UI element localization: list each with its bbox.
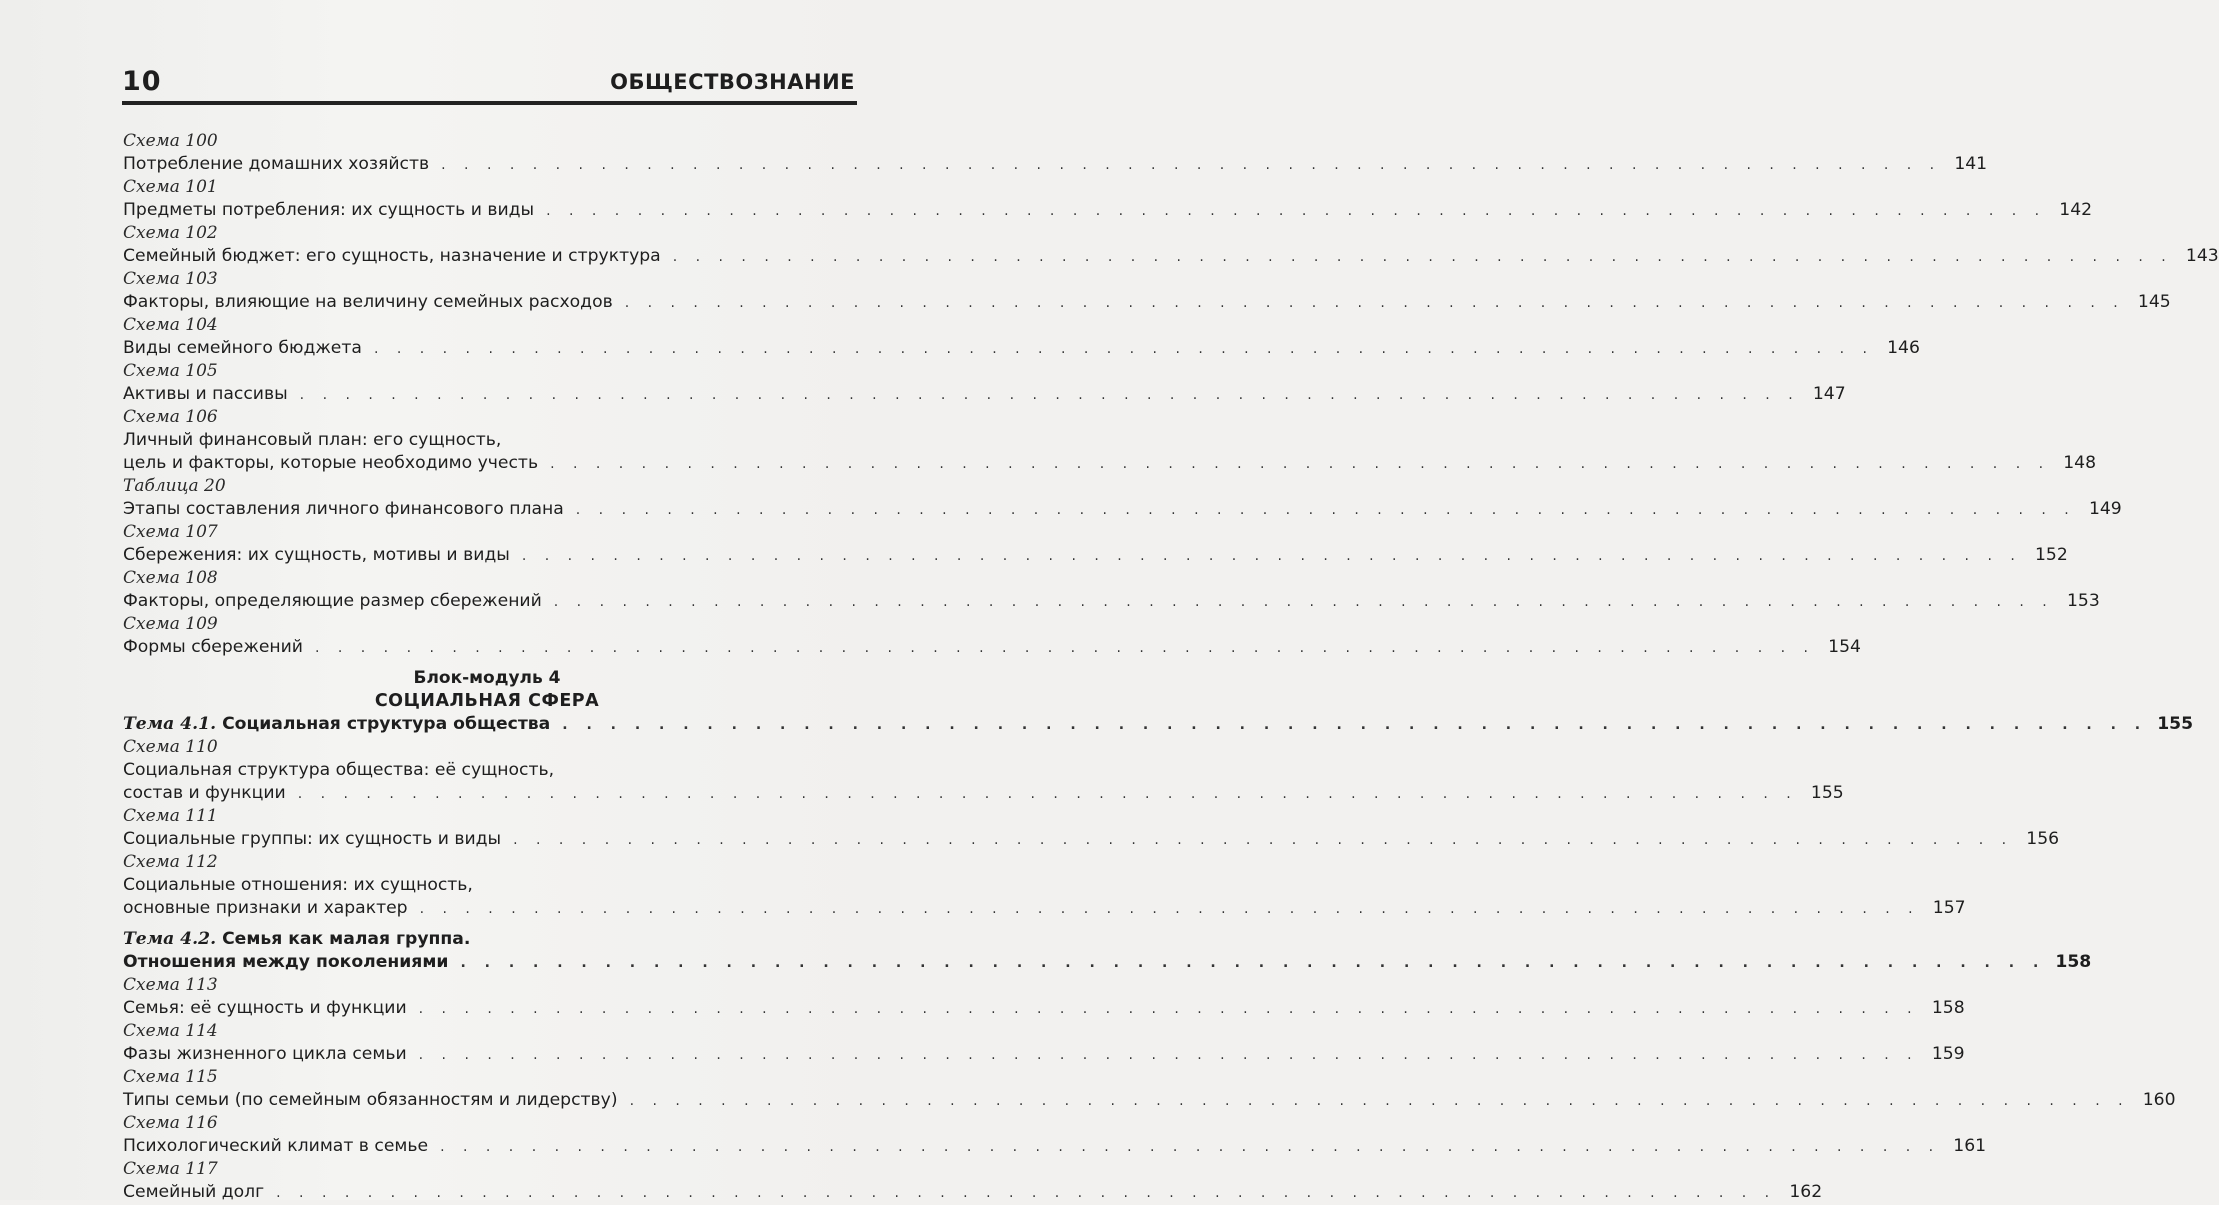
- scheme-label: Схема 111: [123, 806, 218, 826]
- block-module-title: Блок-модуль 4: [413, 668, 561, 688]
- toc-entry[interactable]: [123, 828, 2060, 851]
- entry-title: Активы и пассивы: [123, 384, 288, 404]
- dot-leader: . . . . . . . . . . . . . . . . . . . . . . . . . . . . . . . . . . . . . . . . . . . . . . . . . . . . . . . . . . . . . . . . . .: [314, 640, 1815, 656]
- section-title: СОЦИАЛЬНАЯ СФЕРА: [374, 691, 600, 711]
- scheme-label: Схема 100: [123, 131, 218, 151]
- book-title: ОБЩЕСТВОЗНАНИЕ: [610, 70, 855, 94]
- entry-title: Факторы, влияющие на величину семейных расходов: [123, 292, 613, 312]
- page-number: 10: [122, 66, 162, 97]
- toc-entry[interactable]: [123, 452, 2097, 475]
- dot-leader: . . . . . . . . . . . . . . . . . . . . . . . . . . . . . . . . . . . . . . . . . . . . . . . . . . . . . . . . . . . . . . . . . .: [629, 1093, 2130, 1109]
- toc-entry[interactable]: [123, 1181, 1823, 1204]
- theme-title: Социальная структура общества: [222, 714, 551, 734]
- entry-page: 148: [2063, 453, 2097, 473]
- toc-entry[interactable]: [123, 199, 2093, 222]
- entry-title: Типы семьи (по семейным обязанностям и лидерству): [123, 1090, 618, 1110]
- toc-entry[interactable]: [123, 1135, 1987, 1158]
- scheme-label: Схема 113: [123, 975, 218, 995]
- theme-title-line1: [123, 928, 851, 951]
- entry-title: Социальные группы: их сущность и виды: [123, 829, 502, 849]
- entry-page: 142: [2059, 200, 2093, 220]
- scheme-label: Схема 101: [123, 177, 218, 197]
- entry-title-line1: Личный финансовый план: его сущность,: [123, 430, 502, 450]
- theme-title: Отношения между поколениями: [123, 952, 449, 972]
- scheme-label: Схема 103: [123, 269, 218, 289]
- page-header: [122, 66, 857, 100]
- dot-leader: . . . . . . . . . . . . . . . . . . . . . . . . . . . . . . . . . . . . . . . . . . . . . . . . . . . . . . . . . . . . . . . . . .: [297, 786, 1798, 802]
- entry-page: 162: [1789, 1182, 1823, 1202]
- entry-title: основные признаки и характер: [123, 898, 408, 918]
- dot-leader: . . . . . . . . . . . . . . . . . . . . . . . . . . . . . . . . . . . . . . . . . . . . . . . . . . . . . . . . . . . . . . . . . .: [441, 157, 1942, 173]
- entry-title: состав и функции: [123, 783, 286, 803]
- entry-title: Сбережения: их сущность, мотивы и виды: [123, 545, 510, 565]
- dot-leader: . . . . . . . . . . . . . . . . . . . . . . . . . . . . . . . . . . . . . . . . . . . . . . . . . . . . . . . . . . . . . . . . . .: [513, 832, 2014, 848]
- entry-title: Предметы потребления: их сущность и виды: [123, 200, 535, 220]
- entry-page: 153: [2066, 591, 2100, 611]
- dot-leader: . . . . . . . . . . . . . . . . . . . . . . . . . . . . . . . . . . . . . . . . . . . . . . . . . . . . . . . . . . . . . . . . . .: [672, 249, 2173, 265]
- scheme-label: Схема 107: [123, 522, 218, 542]
- dot-leader: . . . . . . . . . . . . . . . . . . . . . . . . . . . . . . . . . . . . . . . . . . . . . . . . . . . . . . . . . . . . . . . . . .: [575, 502, 2076, 518]
- scheme-label: Схема 109: [123, 614, 218, 634]
- entry-page: 149: [2088, 499, 2122, 519]
- dot-leader: . . . . . . . . . . . . . . . . . . . . . . . . . . . . . . . . . . . . . . . . . . . . . . . . . . . . . . . . . . . . . . . . . .: [276, 1185, 1777, 1201]
- dot-leader: . . . . . . . . . . . . . . . . . . . . . . . . . . . . . . . . . . . . . . . . . . . . . . . . . . . . . . . . . . . . . . . . . .: [373, 341, 1874, 357]
- theme-entry[interactable]: [123, 951, 2092, 974]
- dot-leader: . . . . . . . . . . . . . . . . . . . . . . . . . . . . . . . . . . . . . . . . . . . . . . . . . . . . . . . . . . . . . . . . . .: [419, 901, 1920, 917]
- toc-entry[interactable]: [123, 544, 2068, 567]
- dot-leader: . . . . . . . . . . . . . . . . . . . . . . . . . . . . . . . . . . . . . . . . . . . . . . . . . . . . . . . . . . . . . . . . . .: [550, 456, 2051, 472]
- entry-title: Этапы составления личного финансового плана: [123, 499, 564, 519]
- scheme-label: Схема 112: [123, 852, 218, 872]
- toc-entry[interactable]: [123, 291, 2171, 314]
- entry-page: 155: [1810, 783, 1844, 803]
- theme-label: Тема 4.2.: [123, 929, 217, 949]
- theme-entry[interactable]: [123, 713, 2194, 736]
- scheme-label: Схема 110: [123, 737, 218, 757]
- entry-page: 159: [1931, 1044, 1965, 1064]
- dot-leader: . . . . . . . . . . . . . . . . . . . . . . . . . . . . . . . . . . . . . . . . . . . . . . . . . . . . . . . . . . . . . . . . . .: [418, 1001, 1919, 1017]
- scheme-label: Схема 108: [123, 568, 218, 588]
- entry-title: Виды семейного бюджета: [123, 338, 362, 358]
- dot-leader: . . . . . . . . . . . . . . . . . . . . . . . . . . . . . . . . . . . . . . . . . . . . . . . . . . . . . . . . . . . . . . . . . .: [562, 717, 2148, 733]
- toc-entry[interactable]: [123, 782, 1844, 805]
- dot-leader: . . . . . . . . . . . . . . . . . . . . . . . . . . . . . . . . . . . . . . . . . . . . . . . . . . . . . . . . . . . . . . . . . .: [624, 295, 2125, 311]
- entry-title: цель и факторы, которые необходимо учесть: [123, 453, 539, 473]
- table-of-contents: [123, 130, 2219, 1204]
- scheme-label: Схема 116: [123, 1113, 218, 1133]
- theme-title: Семья как малая группа.: [222, 929, 471, 949]
- entry-page: 147: [1812, 384, 1846, 404]
- scheme-label: Схема 102: [123, 223, 218, 243]
- entry-title: Факторы, определяющие размер сбережений: [123, 591, 542, 611]
- entry-page: 158: [1931, 998, 1965, 1018]
- entry-page: 161: [1953, 1136, 1987, 1156]
- toc-entry[interactable]: [123, 498, 2122, 521]
- entry-page: 152: [2035, 545, 2068, 565]
- scheme-label: Схема 115: [123, 1067, 218, 1087]
- toc-entry[interactable]: [123, 897, 1966, 920]
- entry-page: 157: [1932, 898, 1966, 918]
- table-label: Таблица 20: [123, 476, 226, 496]
- dot-leader: . . . . . . . . . . . . . . . . . . . . . . . . . . . . . . . . . . . . . . . . . . . . . . . . . . . . . . . . . . . . . . . . . .: [521, 548, 2022, 564]
- toc-entry[interactable]: [123, 636, 1861, 659]
- toc-entry[interactable]: [123, 383, 1846, 406]
- toc-entry[interactable]: [123, 153, 1988, 176]
- dot-leader: . . . . . . . . . . . . . . . . . . . . . . . . . . . . . . . . . . . . . . . . . . . . . . . . . . . . . . . . . . . . . . . . . .: [546, 203, 2047, 219]
- toc-entry[interactable]: [123, 997, 1965, 1020]
- scheme-label: Схема 104: [123, 315, 218, 335]
- entry-page: 143: [2185, 246, 2219, 266]
- header-rule: [122, 101, 857, 105]
- entry-title: Фазы жизненного цикла семьи: [123, 1044, 407, 1064]
- entry-page: 145: [2137, 292, 2171, 312]
- entry-title: Потребление домашних хозяйств: [123, 154, 430, 174]
- entry-title: Семья: её сущность и функции: [123, 998, 407, 1018]
- scheme-label: Схема 106: [123, 407, 218, 427]
- entry-title: Семейный долг: [123, 1182, 265, 1202]
- toc-entry[interactable]: [123, 1043, 1965, 1066]
- dot-leader: . . . . . . . . . . . . . . . . . . . . . . . . . . . . . . . . . . . . . . . . . . . . . . . . . . . . . . . . . . . . . . . . . .: [299, 387, 1800, 403]
- entry-page: 156: [2026, 829, 2060, 849]
- theme-label: Тема 4.1.: [123, 714, 217, 734]
- scheme-label: Схема 117: [123, 1159, 218, 1179]
- toc-entry[interactable]: [123, 1089, 2176, 1112]
- entry-page: 141: [1954, 154, 1988, 174]
- dot-leader: . . . . . . . . . . . . . . . . . . . . . . . . . . . . . . . . . . . . . . . . . . . . . . . . . . . . . . . . . . . . . . . . . .: [440, 1139, 1941, 1155]
- entry-page: 155: [2157, 714, 2194, 734]
- entry-title-line1: Социальная структура общества: её сущность,: [123, 760, 555, 780]
- dot-leader: . . . . . . . . . . . . . . . . . . . . . . . . . . . . . . . . . . . . . . . . . . . . . . . . . . . . . . . . . . . . . . . . . .: [553, 594, 2054, 610]
- scheme-label: Схема 114: [123, 1021, 218, 1041]
- entry-title: Формы сбережений: [123, 637, 303, 657]
- spacer: [123, 920, 851, 928]
- entry-page: 158: [2055, 952, 2092, 972]
- entry-page: 160: [2142, 1090, 2176, 1110]
- toc-entry[interactable]: [123, 337, 1920, 360]
- entry-title-line1: Социальные отношения: их сущность,: [123, 875, 473, 895]
- entry-title: Семейный бюджет: его сущность, назначение и структура: [123, 246, 661, 266]
- toc-entry[interactable]: [123, 590, 2100, 613]
- scheme-label: Схема 105: [123, 361, 218, 381]
- dot-leader: . . . . . . . . . . . . . . . . . . . . . . . . . . . . . . . . . . . . . . . . . . . . . . . . . . . . . . . . . . . . . . . . . .: [418, 1047, 1919, 1063]
- dot-leader: . . . . . . . . . . . . . . . . . . . . . . . . . . . . . . . . . . . . . . . . . . . . . . . . . . . . . . . . . . . . . . . . . .: [460, 955, 2046, 971]
- entry-page: 154: [1828, 637, 1861, 657]
- entry-title: Психологический климат в семье: [123, 1136, 429, 1156]
- toc-entry[interactable]: [123, 245, 2219, 268]
- entry-page: 146: [1887, 338, 1920, 358]
